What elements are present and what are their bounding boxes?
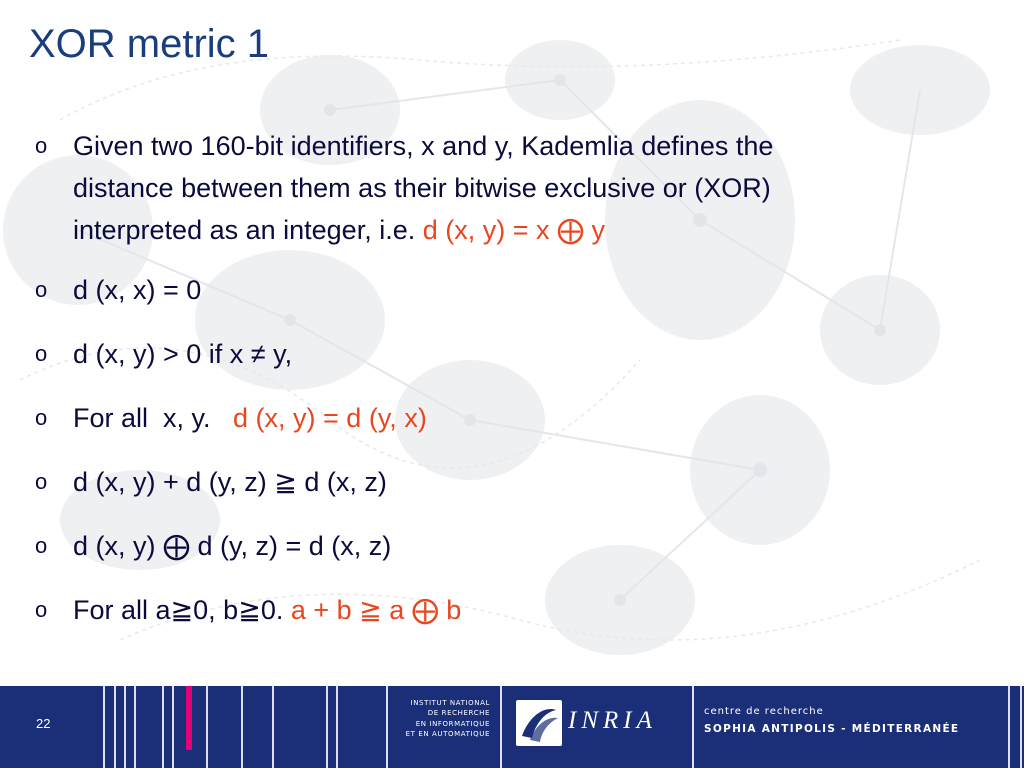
bullet-text: d (x, y) > 0 if x ≠ y, bbox=[73, 339, 293, 369]
bullet-item bbox=[35, 269, 975, 311]
bullet-item bbox=[35, 461, 975, 503]
inria-swirl-icon bbox=[516, 700, 562, 746]
institute-line: INSTITUT NATIONAL bbox=[410, 699, 490, 707]
bullet-marker-icon: o bbox=[35, 469, 48, 494]
institute-name bbox=[398, 698, 490, 740]
bullet-text: Given two 160-bit identifiers, x and y, Kademlia defines the bbox=[73, 131, 774, 161]
bullet-marker-icon: o bbox=[35, 533, 48, 558]
page-number: 22 bbox=[36, 716, 51, 731]
inria-logo bbox=[516, 700, 684, 748]
bullet-marker-icon: o bbox=[35, 277, 48, 302]
centre-name: SOPHIA ANTIPOLIS - MÉDITERRANÉE bbox=[704, 723, 960, 735]
bullet-text: d (x, y) + d (y, z) ≧ d (x, z) bbox=[73, 467, 387, 497]
bullet-formula: d (x, y) = d (y, x) bbox=[233, 403, 427, 433]
bullet-item bbox=[35, 589, 975, 631]
slide-title: XOR metric 1 bbox=[29, 22, 270, 66]
bullet-text: d (x, x) = 0 bbox=[73, 275, 202, 305]
bullet-marker-icon: o bbox=[35, 597, 48, 622]
bullet-text: distance between them as their bitwise exclusive or (XOR) bbox=[73, 173, 771, 203]
bullet-list bbox=[35, 125, 975, 631]
bullet-marker-icon: o bbox=[35, 405, 48, 430]
bullet-text: interpreted as an integer, i.e. bbox=[73, 215, 423, 245]
bullet-item bbox=[35, 525, 975, 567]
centre-label: centre de recherche bbox=[704, 706, 824, 717]
institute-line: ET EN AUTOMATIQUE bbox=[405, 730, 490, 739]
bullet-item bbox=[35, 333, 975, 375]
bullet-item bbox=[35, 397, 975, 439]
logo-text: INRIA bbox=[568, 707, 657, 734]
bullet-text: d (x, y) ⨁ d (y, z) = d (x, z) bbox=[73, 531, 392, 561]
bullet-item bbox=[35, 125, 975, 251]
institute-line: EN INFORMATIQUE bbox=[415, 719, 490, 728]
institute-line: DE RECHERCHE bbox=[427, 709, 490, 718]
bullet-marker-icon: o bbox=[35, 341, 48, 366]
bullet-text: For all a≧0, b≧0. bbox=[73, 595, 291, 625]
bullet-formula: a + b ≧ a ⨁ b bbox=[290, 595, 462, 625]
bullet-marker-icon: o bbox=[35, 133, 48, 158]
bullet-formula: d (x, y) = x ⨁ y bbox=[422, 215, 606, 245]
bullet-text: For all x, y. bbox=[73, 403, 234, 433]
footer-bar bbox=[0, 686, 1024, 768]
